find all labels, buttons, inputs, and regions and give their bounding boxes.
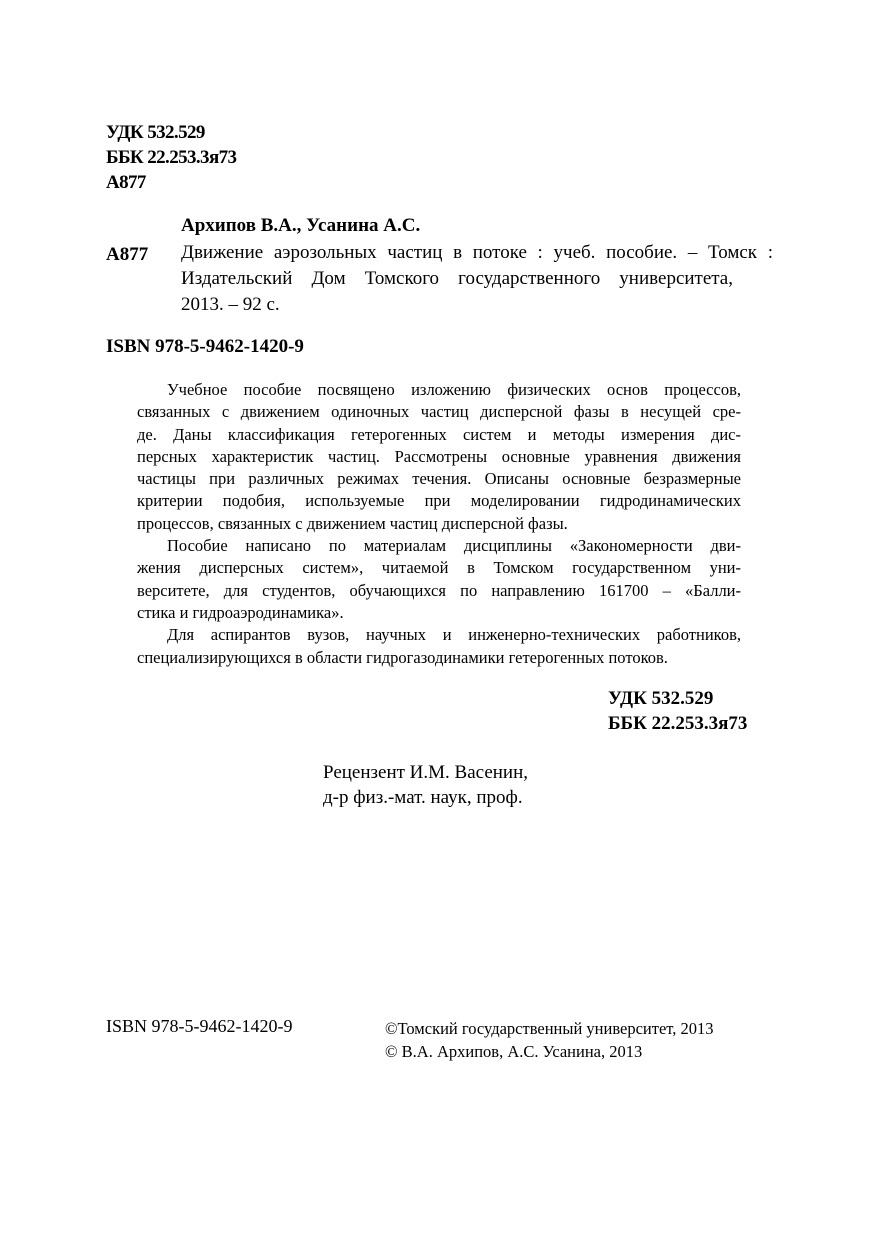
reviewer-degree: д-р физ.-мат. наук, проф. (323, 787, 523, 808)
abstract-line: процессов, связанных с движением частиц дисперсной фазы. (137, 513, 568, 533)
classification-codes-right (608, 686, 747, 736)
udk-code-right: УДК 532.529 (608, 688, 714, 709)
isbn-top: ISBN 978-5-9462-1420-9 (106, 336, 304, 357)
abstract-line: стика и гидроаэродинамика». (137, 602, 344, 622)
bbk-code: ББК 22.253.3я73 (106, 147, 237, 168)
abstract-line: Для аспирантов вузов, научных и инженерно-технических работников, (167, 625, 741, 645)
reviewer (323, 760, 528, 810)
abstract-line: связанных с движением одиночных частиц дисперсной фазы в несущей сре- (137, 402, 741, 422)
author-mark: А877 (106, 172, 146, 193)
abstract-line: специализирующихся в области гидрогазодинамики гетерогенных потоков. (137, 647, 668, 667)
bibliographic-description (181, 240, 773, 318)
abstract-line: Учебное пособие посвящено изложению физических основ процессов, (167, 380, 741, 399)
abstract-line: частицы при различных режимах течения. Описаны основные безразмерные (137, 469, 741, 489)
abstract-line: критерии подобия, используемые при моделировании гидродинамических (137, 491, 741, 511)
copyright (385, 1017, 714, 1063)
authors: Архипов В.А., Усанина А.С. (181, 215, 421, 236)
abstract-line: де. Даны классификация гетерогенных систем и методы измерения дис- (137, 424, 741, 444)
classification-codes (106, 120, 236, 195)
copyright-authors: © В.А. Архипов, А.С. Усанина, 2013 (385, 1042, 643, 1061)
abstract-line: Пособие написано по материалам дисциплины «Закономерности дви- (167, 536, 741, 556)
abstract-line: верситете, для студентов, обучающихся по направлению 161700 – «Балли- (137, 580, 741, 600)
bib-line: Движение аэрозольных частиц в потоке : учеб. пособие. – Томск : (181, 242, 773, 263)
copyright-university: ©Томский государственный университет, 2013 (385, 1019, 714, 1038)
bbk-code-right: ББК 22.253.3я73 (608, 713, 748, 734)
bib-line: 2013. – 92 с. (181, 294, 280, 315)
bib-line: Издательский Дом Томского государственного университета, (181, 268, 733, 289)
abstract-line: персных характеристик частиц. Рассмотрены основные уравнения движения (137, 446, 741, 466)
abstract (137, 379, 741, 669)
udk-code: УДК 532.529 (106, 122, 205, 143)
abstract-line: жения дисперсных систем», читаемой в Томском государственном уни- (137, 558, 741, 578)
bib-author-mark: А877 (106, 244, 149, 265)
isbn-bottom: ISBN 978-5-9462-1420-9 (106, 1016, 293, 1036)
reviewer-name: Рецензент И.М. Васенин, (323, 762, 529, 783)
